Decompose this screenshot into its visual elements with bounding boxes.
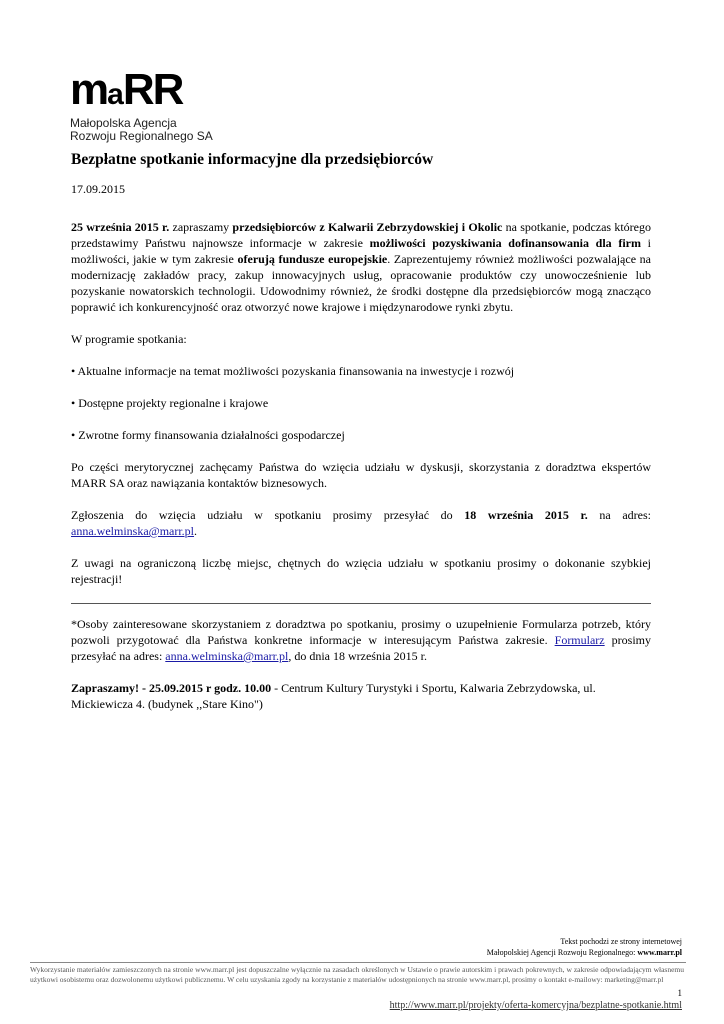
footer-url-link[interactable]: http://www.marr.pl/projekty/oferta-komercyjna/bezplatne-spotkanie.html: [389, 1000, 682, 1011]
logo-subtitle-line2: Rozwoju Regionalnego SA: [70, 129, 213, 143]
form-link[interactable]: Formularz: [554, 633, 605, 647]
intro-paragraph: 25 września 2015 r. zapraszamy przedsiębiorców z Kalwarii Zebrzydowskiej i Okolic na spotkanie, podczas którego przedstawimy Państwu najnowsze informacje w zakresie możliwości pozyskiwania dofinansowania dla firm i możliwości, jakie w tym zakresie oferują fundusze europejskie. Zaprezentujemy również możliwości pozwalające na modernizację zakładów pracy, zakup innowacyjnych usług, opracowanie produktów czy unowocześnienie lub pozyskanie nowatorskich technologii. Udowodnimy również, że środki dostępne dla przedsiębiorców mogą znacząco poprawić ich konkurencyjność oraz otworzyć nowe krajowe i międzynarodowe rynki zbytu.: [71, 220, 652, 314]
section-divider: [71, 603, 651, 604]
logo-subtitle-line1: Małopolska Agencja: [70, 116, 177, 130]
program-item: • Dostępne projekty regionalne i krajowe: [71, 396, 269, 410]
document-body: [71, 150, 651, 728]
document-title: Bezpłatne spotkanie informacyjne dla przedsiębiorców: [71, 151, 434, 168]
registration-email-link[interactable]: anna.welminska@marr.pl: [71, 524, 195, 538]
logo-wordmark: maRR: [70, 65, 183, 114]
consulting-note: *Osoby zainteresowane skorzystaniem z doradztwa po spotkaniu, prosimy o uzupełnienie Formularza potrzeb, który pozwoli przygotować dla Państwa konkretne informacje w interesującym Państwa zakresie. Formularz prosimy przesyłać na adres: anna.welminska@marr.pl, do dnia 18 września 2015 r.: [71, 617, 651, 663]
registration-paragraph: Zgłoszenia do wzięcia udziału w spotkaniu prosimy przesyłać do 18 września 2015 r. na adres: anna.welminska@marr.pl.: [71, 508, 651, 538]
page-number: 1: [677, 988, 682, 998]
footer-source-line1: Tekst pochodzi ze strony internetowej: [560, 937, 682, 946]
discussion-paragraph: Po części merytorycznej zachęcamy Państwa do wzięcia udziału w dyskusji, skorzystania z doradztwa ekspertów MARR SA oraz nawiązania kontaktów biznesowych.: [71, 460, 651, 490]
program-intro: W programie spotkania:: [71, 332, 187, 346]
invitation-paragraph: Zapraszamy! - 25.09.2015 r godz. 10.00 - Centrum Kultury Turystyki i Sportu, Kalwaria Zebrzydowska, ul. Mickiewicza 4. (budynek ,,Stare Kino"): [71, 681, 596, 711]
limited-places-paragraph: Z uwagi na ograniczoną liczbę miejsc, chętnych do wzięcia udziału w spotkaniu prosimy o dokonanie szybkiej rejestracji!: [71, 556, 651, 586]
marr-logo: [70, 65, 213, 143]
footer-source-line2: Małopolskiej Agencji Rozwoju Regionalnego: www.marr.pl: [486, 948, 682, 957]
note-email-link[interactable]: anna.welminska@marr.pl: [165, 649, 289, 663]
footer-source: [487, 936, 682, 958]
footer-disclaimer: Wykorzystanie materiałów zamieszczonych na stronie www.marr.pl jest dopuszczalne wyłącznie na zasadach określonych w Ustawie o prawie autorskim i prawach pokrewnych, w zakresie odpowiadającym własnemu użytkowi osobistemu oraz dozwolonemu użytkowi publicznemu. W celu uzyskania zgody na korzystanie z materiałów udostępnionych na stronie www.marr.pl, prosimy o kontakt e-mailowy: marketing@marr.pl: [30, 965, 684, 984]
program-item: • Aktualne informacje na temat możliwości pozyskania finansowania na inwestycje i rozwój: [71, 364, 515, 378]
program-item: • Zwrotne formy finansowania działalności gospodarczej: [71, 428, 345, 442]
document-date: 17.09.2015: [71, 182, 125, 196]
footer-divider: [30, 962, 686, 963]
